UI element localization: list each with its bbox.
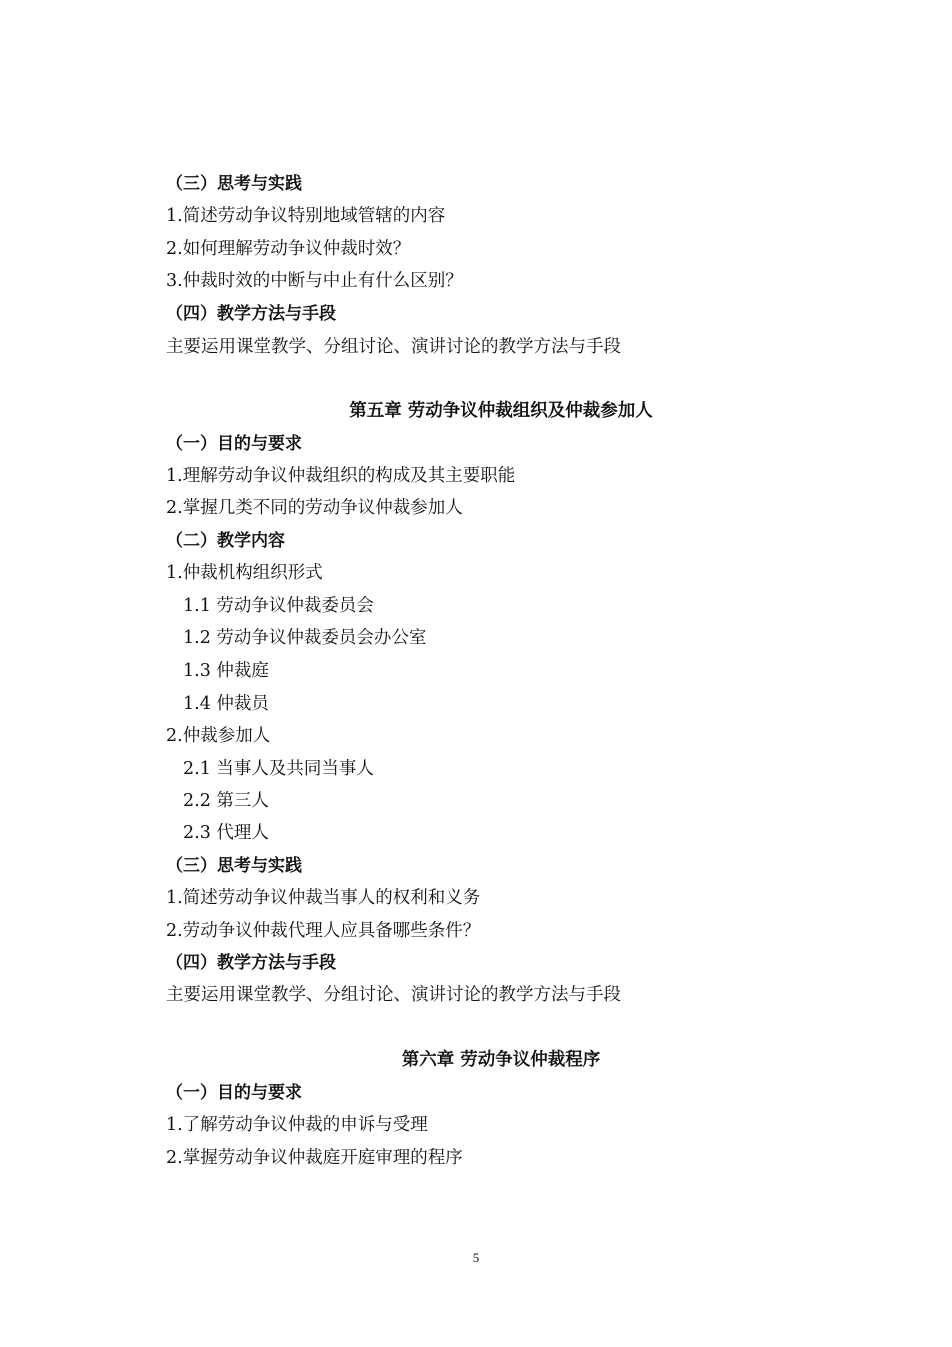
chapter5-content-2-1: 2.1 当事人及共同当事人 [183, 759, 374, 779]
chapter5-content-1-4: 1.4 仲裁员 [183, 694, 269, 714]
chapter5-heading-goal: （一）目的与要求 [166, 434, 302, 454]
chapter5-content-1-1: 1.1 劳动争议仲裁委员会 [183, 596, 374, 616]
chapter5-method-text: 主要运用课堂教学、分组讨论、演讲讨论的教学方法与手段 [166, 985, 621, 1005]
practice-item-2: 2.如何理解劳动争议仲裁时效？ [166, 239, 411, 259]
chapter6-goal-1: 1.了解劳动争议仲裁的申诉与受理 [166, 1115, 428, 1135]
chapter5-content-1-3: 1.3 仲裁庭 [183, 661, 269, 681]
chapter5-heading-method: （四）教学方法与手段 [166, 953, 336, 973]
chapter5-content-2-3: 2.3 代理人 [183, 823, 269, 843]
heading-practice: （三）思考与实践 [166, 174, 302, 194]
chapter5-practice-1: 1.简述劳动争议仲裁当事人的权利和义务 [166, 888, 481, 908]
chapter5-content-2: 2.仲裁参加人 [166, 726, 271, 746]
chapter6-heading-goal: （一）目的与要求 [166, 1083, 302, 1103]
chapter5-content-1: 1.仲裁机构组织形式 [166, 563, 323, 583]
chapter6-goal-2: 2.掌握劳动争议仲裁庭开庭审理的程序 [166, 1148, 463, 1168]
page-number: 5 [472, 1250, 480, 1265]
chapter5-heading-content: （二）教学内容 [166, 531, 285, 551]
practice-item-3: 3.仲裁时效的中断与中止有什么区别？ [166, 271, 463, 291]
chapter5-goal-1: 1.理解劳动争议仲裁组织的构成及其主要职能 [166, 466, 516, 486]
chapter5-content-1-2: 1.2 劳动争议仲裁委员会办公室 [183, 628, 427, 648]
chapter6-title: 第六章 劳动争议仲裁程序 [401, 1050, 601, 1070]
heading-method: （四）教学方法与手段 [166, 304, 336, 324]
chapter5-practice-2: 2.劳动争议仲裁代理人应具备哪些条件？ [166, 921, 481, 941]
chapter5-goal-2: 2.掌握几类不同的劳动争议仲裁参加人 [166, 498, 463, 518]
method-text: 主要运用课堂教学、分组讨论、演讲讨论的教学方法与手段 [166, 337, 621, 357]
chapter5-heading-practice: （三）思考与实践 [166, 856, 302, 876]
chapter5-title: 第五章 劳动争议仲裁组织及仲裁参加人 [349, 401, 653, 421]
practice-item-1: 1.简述劳动争议特别地域管辖的内容 [166, 206, 446, 226]
chapter5-content-2-2: 2.2 第三人 [183, 791, 269, 811]
